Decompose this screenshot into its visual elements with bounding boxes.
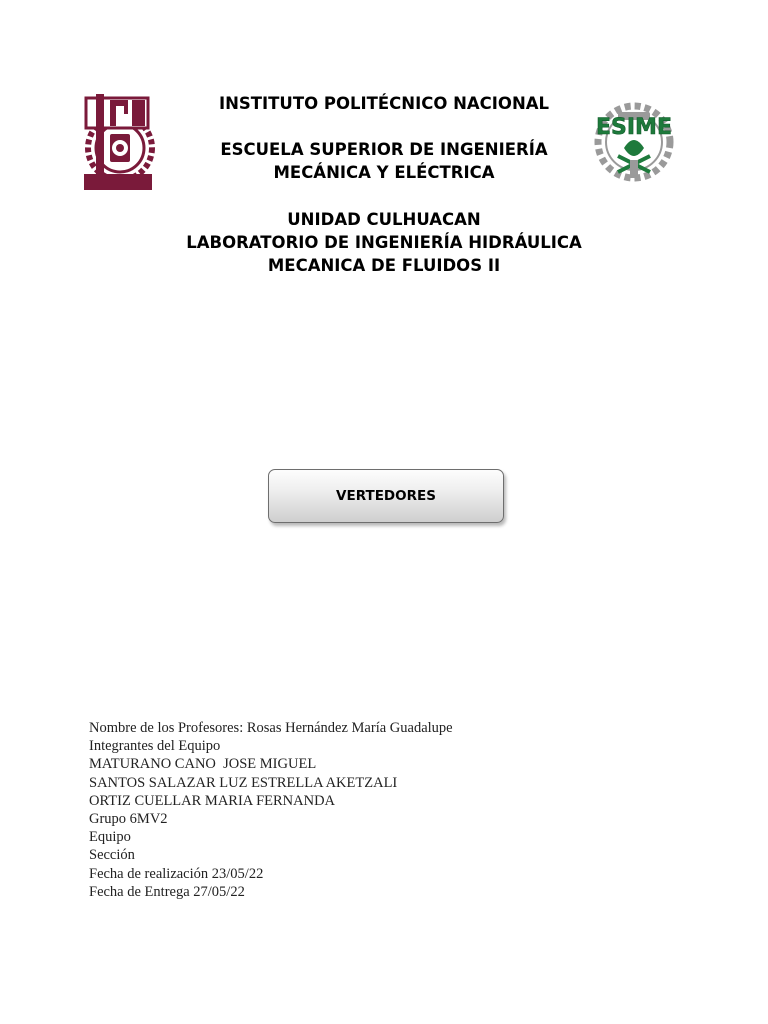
document-title-box <box>268 469 504 523</box>
institute-name <box>150 92 618 115</box>
school-line-1: ESCUELA SUPERIOR DE INGENIERÍA <box>220 140 548 159</box>
unit-block <box>150 208 618 277</box>
group-line: Grupo 6MV2 <box>89 811 168 828</box>
course-line: MECANICA DE FLUIDOS II <box>267 256 501 275</box>
institute-line: INSTITUTO POLITÉCNICO NACIONAL <box>218 94 550 113</box>
team-members-label: Integrantes del Equipo <box>89 738 221 755</box>
member-3: ORTIZ CUELLAR MARIA FERNANDA <box>89 792 336 809</box>
professors-line: Nombre de los Profesores: Rosas Hernández María Guadalupe <box>89 720 453 736</box>
team-line: Equipo <box>89 829 131 846</box>
school-line-2: MECÁNICA Y ELÉCTRICA <box>273 163 495 182</box>
school-name <box>150 138 618 184</box>
document-title: VERTEDORES <box>336 488 436 504</box>
unit-line: UNIDAD CULHUACAN <box>287 210 481 229</box>
section-line: Sección <box>89 847 135 864</box>
lab-line: LABORATORIO DE INGENIERÍA HIDRÁULICA <box>186 233 582 252</box>
member-2: SANTOS SALAZAR LUZ ESTRELLA AKETZALI <box>89 774 398 791</box>
svg-text:ESIME: ESIME <box>596 115 672 140</box>
info-block <box>89 719 453 901</box>
ipn-logo <box>80 92 156 198</box>
date-due-line: Fecha de Entrega 27/05/22 <box>89 883 245 900</box>
date-done-line: Fecha de realización 23/05/22 <box>89 865 264 882</box>
member-1: MATURANO CANO JOSE MIGUEL <box>89 756 317 773</box>
